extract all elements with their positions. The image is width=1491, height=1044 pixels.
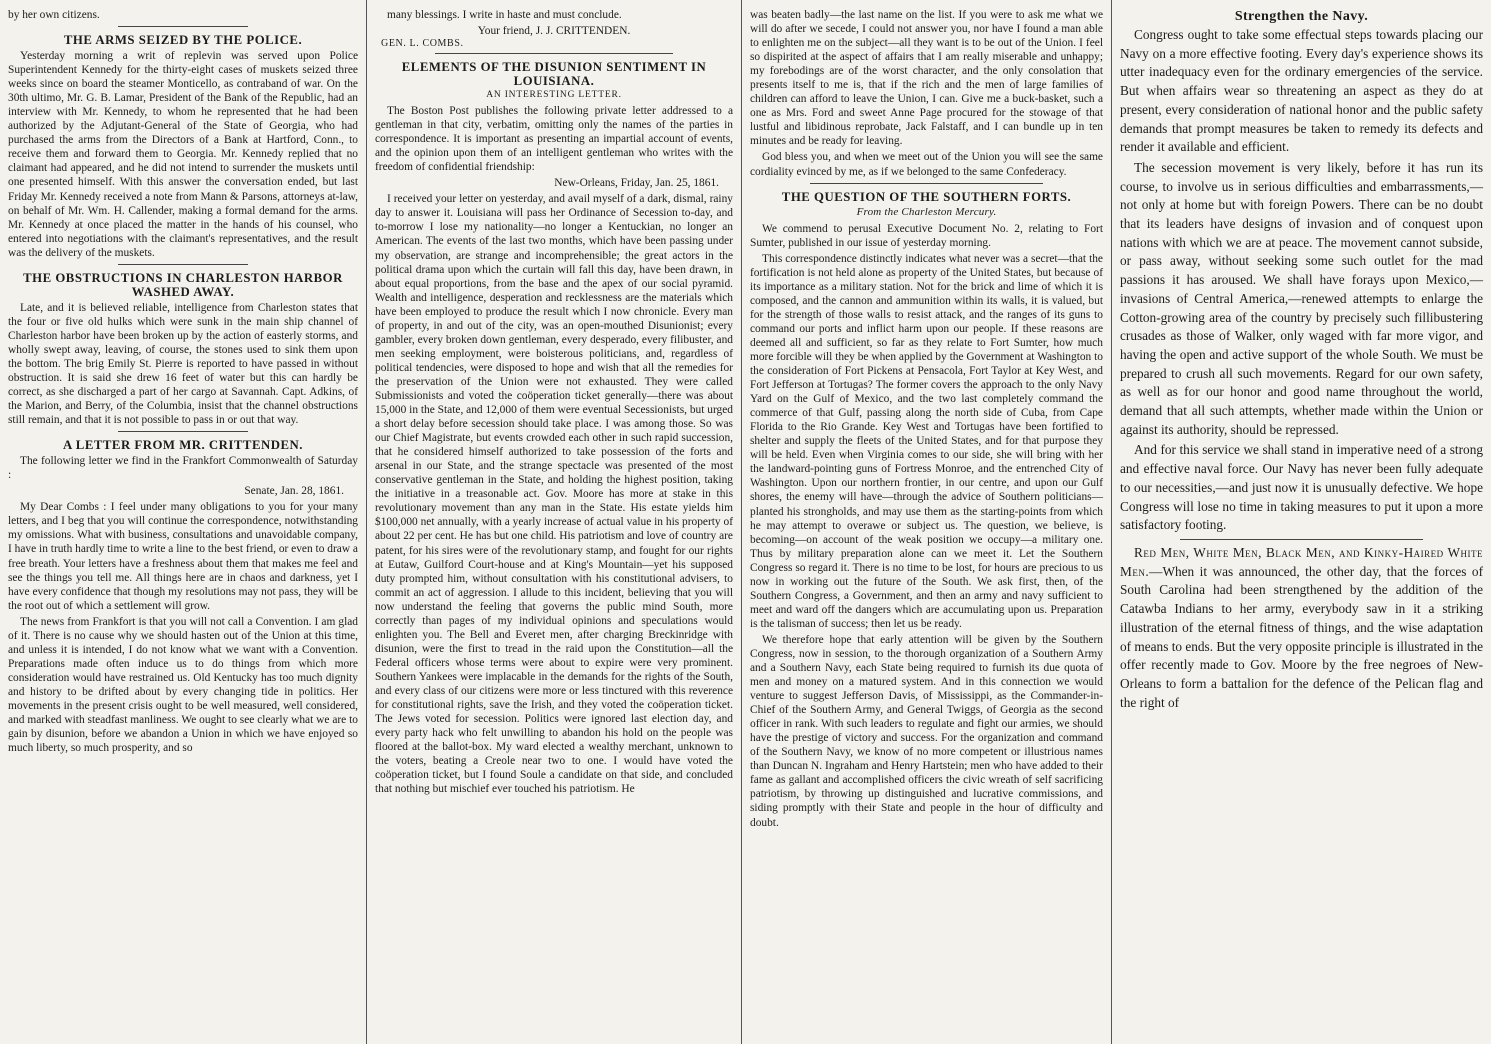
column-4 [1111, 0, 1491, 1044]
article-forts-paragraph-3: We therefore hope that early attention will be given by the Southern Congress, now in session, to the thorough organization of a Southern Army and a Southern Navy, each State being required to furnish its due quota of men and money on a matured system. And in this connection we would venture to suggest Jefferson Davis, of Mississippi, as the Commander-in-Chief of the Southern Army, and General Twiggs, of Georgia as the second officer in rank. With such leaders to regulate and fight our armies, we should have the prestige of victory and success. For the organization and command of the Southern Navy, we know of no more competent or illustrious names than Duncan N. Ingraham and Henry Hartstein; men who have added to their fame as gallant and accomplished officers the civic wreath of self sacrificing patriotism, by throwing up distinguished and lucrative commissions, and siding promptly with their State and people in the hour of difficulty and doubt. [750, 633, 1103, 829]
article-navy-paragraph-2: The secession movement is very likely, before it has run its course, to involve us in serious difficulties and embarrassments,—not only at home but with foreign Powers. There can be no doubt that its leaders have designs of invasion and of conquest upon nations with which we are at peace. The movement cannot subside, or pass away, without seeking some such outlet for the mad passions it has aroused. We shall have forays upon Mexico,—invasions of Central America,—renewed attempts to enlarge the Cotton-growing area of the country by precisely such fillibustering crusades as those of Walker, only waged with far more vigor, and having the open and active support of the whole South. We must be prepared to crush all such movements. Regard for our own safety, as well as for our honor and good name throughout the world, demand that all such attempts, whether made within the Union or against its authority, should be repressed. [1120, 159, 1483, 437]
letter-paragraph-1: My Dear Combs : I feel under many obligations to you for your many letters, and I beg that you will continue the correspondence, notwithstanding my omissions. What with business, consultations and unavoidable company, I have in truth hardly time to write a line to the best friend, or even to draw a free breath. Your letters have a freshness about them that makes me feel and see the things you tell me. All things here are in chaos and darkness, yet I have every confidence that though my resolutions may not pass, they will be the root out of which a settlement will grow. [8, 501, 358, 612]
divider [435, 53, 673, 54]
column-3 [741, 0, 1111, 1044]
letter-dateline: Senate, Jan. 28, 1861. [244, 485, 344, 498]
article-forts-paragraph-1: We commend to perusal Executive Document No. 2, relating to Fort Sumter, published in our issue of yesterday morning. [750, 222, 1103, 249]
article-disunion-closing: God bless you, and when we meet out of the Union you will see the same cordiality evinced by me, as if we belonged to the same Confederacy. [750, 151, 1103, 178]
headline-strengthen-navy: Strengthen the Navy. [1234, 9, 1369, 24]
article-arms-seized: Yesterday morning a writ of replevin was served upon Police Superintendent Kennedy for the thirty-eight cases of muskets seized three weeks since on board the steamer Monticello, as contraband of war. On the 30th ultimo, Mr. G. B. Lamar, President of the Bank of the Republic, had an interview with Mr. Kennedy, to whom he represented that he had been authorized by the Adjutant-General of the State of Georgia, who had purchased the arms from the Directors of a Bank at Hartford, Conn., to receive them and forward them to Georgia. Mr. Kennedy replied that no claimant had appeared, and he did not intend to surrender the muskets until one presented himself. With this answer the conversation ended, but last Friday Mr. Kennedy received a note from Mann & Parsons, attorneys at-law, on behalf of Mr. Wm. H. Callender, making a formal demand for the arms. Mr. Kennedy at once placed the matter in the hands of his counsel, who entered into negotiations with the claimant's representatives, and the result was the delivery of the muskets. [8, 50, 358, 259]
subheadline-interesting-letter: AN INTERESTING LETTER. [486, 90, 622, 101]
article-red-men [1120, 544, 1483, 712]
letter-paragraph-2: The news from Frankfort is that you will not call a Convention. I am glad of it. There is no cause why we should hasten out of the Union at this time, and unless it is intended, I do not know what we want with a Convention. Preparations made often induce us to do things from which more consideration would have restrained us. Old Kentucky has too much dignity and history to be drifted about by every changing tide in politics. Her movements in the present crisis ought to be well measured, well considered, and marked with steadfast manliness. We ought to see clearly what we are to gain by disunion, before we abandon a Union in which we have enjoyed so much liberty, so much prosperity, and so [8, 615, 358, 755]
letter-signature: Your friend, J. J. CRITTENDEN. [477, 25, 631, 38]
subheadline-charleston-mercury: From the Charleston Mercury. [856, 205, 997, 218]
article-disunion-body: I received your letter on yesterday, and avail myself of a dark, dismal, rainy day to answer it. Louisiana will pass her Ordinance of Secession to-day, and to-morrow I lose my nationality—no longer a Kentuckian, no longer an American. The events of the last two months, which have been passing under my observation, are strange and incomprehensible; the great actors in the political drama upon which the curtain will fall this day, have been drawn, in about equal proportions, from the base and the apex of our social pyramid. Wealth and intelligence, desperation and recklessness are the materials which have been employed to produce the result which I now chronicle. Every man of property, in and out of the city, was an open-mouthed Disunionist; every gambler, every broken down gentleman, every desperado, every filibuster, and men seeking employment, were boisterous politicians, and, regardless of political tendencies, were disposed to hope and wish that all the remedies for the preservation of the Union were not exhausted. They were called Submissionists and voted the coöperation ticket generally—there was about 15,000 in the State, and 12,000 of them were eventual Secessionists, but urged a short delay before secession should take place. I was among those. So was our Chief Magistrate, but events crowded each other in such rapid succession, that he considered himself authorized to take possession of the forts and arsenal in our State, and the strange spectacle was presented of the most conservative gentleman in the State, and holding the highest position, taking the initiative in a treasonable act. Gov. Moore has more at stake in this revolutionary movement than any man in the State. His estate yields him $100,000 net annually, with a yearly increase of actual value in his property of about 22 per cent. He has but one child. His patriotism and love of country are patent, for his sires were of the revolutionary stamp, and fought for our rights at Eutaw, Guilford Court-house and at King's Mountain—yet his supposed duty prompted him, without consultation with his constitutional advisers, to commit an act of aggression. I allude to this incident, believing that you will now understand the feeling that governs the public mind South, more correctly than pages of my individual opinions and speculations would enlighten you. The Bell and Everet men, after charging Breckinridge with disunion, were the first to tread in the raid upon the Constitution—all the Federal officers whose terms were about to expire were very prominent. Southern Yankees were implacable in the demands for the rights of the South, and every class of our citizens were more or less tinctured with this reverence for constitutional rights, save the Irish, and they voted the coöperation ticket. The Jews voted for secession. Politics were ignored last election day, and every party hack who felt unwilling to abandon his hold on the people was floored at the ballot-box. My ward elected a wealthy merchant, unknown to the voters, beating a Creole near two to one. I would have voted the coöperation ticket, but I found Soule a candidate on that side, and concluded that nothing but mischief ever touched his patriotism. He [375, 193, 733, 796]
headline-arms-seized: THE ARMS SEIZED BY THE POLICE. [63, 33, 303, 48]
headline-disunion-louisiana: ELEMENTS OF THE DISUNION SENTIMENT IN LOUISIANA. [401, 60, 707, 89]
lead-in-text: by her own citizens. [8, 9, 100, 21]
divider [118, 431, 248, 432]
article-forts-paragraph-2: This correspondence distinctly indicates what never was a secret—that the fortification is not held alone as property of the United States, but because of its importance as a military station. Not for the brick and lime of which it is composed, and the cannon and ammunition within its walls, it is valued, but for the strength of those walls to resist attack, and the ranges of its guns to command our ports and inflict harm upon our people. If these reasons are deemed all and sufficient, so far as they relate to Fort Sumter, how much more forcible will they be when applied by the Government at Washington to the consideration of Fort Pickens at Pensacola, Fort Taylor at Key West, and Fort Jefferson at Tortugas? The former covers the approach to the only Navy Yard on the Gulf of Mexico, and the two last completely command the commerce of that Gulf, passing along the north side of Cuba, from Cape Florida to the Rio Grande. Key West and Tortugas have been fortified to shelter and supply the fleets of the United States, and for that purpose they will be held. Even when Virginia comes to our side, she will bring with her the landward-pointing guns of Fortress Monroe, and the entrenched City of Washington. Upon our northern frontier, in our centre, and upon our Gulf shores, the enemy will have—through the advice of Southern politicians—planted his strongholds, and may use them as the starting-points from which he may attempt to overawe or subject us. The question, we believe, is becoming—on account of the weak position we occupy—a military one. Thus by military preparation alone can we meet it. Let the Southern Congress so regard it. There is no time to be lost, for hours are precious to us now in working out the future of the South. We ask first, then, of the Southern Congress, a Government, and then an army and navy sufficient to meet and ward off the dangers which are accumulating upon us. Preparation is the talisman of success; then let us be ready. [750, 252, 1103, 630]
divider [118, 26, 248, 27]
headline-obstructions: THE OBSTRUCTIONS IN CHARLESTON HARBOR WASHED AWAY. [23, 270, 343, 299]
article-red-men-lead: Red Men, White Men, Black Men, and Kinky-Haired White Men. [1120, 544, 1483, 579]
column-1 [0, 0, 366, 1044]
column-2 [366, 0, 741, 1044]
article-disunion-dateline: New-Orleans, Friday, Jan. 25, 1861. [554, 177, 719, 190]
article-disunion-intro: The Boston Post publishes the following private letter addressed to a gentleman in that city, verbatim, omitting only the names of the parties in correspondence. It is important as presenting an impartial account of events, and the opinion upon them of an intelligent gentleman who writes with the freedom of confidential friendship: [375, 105, 733, 174]
letter-addressee: GEN. L. COMBS. [381, 38, 464, 50]
headline-crittenden-letter: A LETTER FROM MR. CRITTENDEN. [63, 438, 303, 453]
article-obstructions: Late, and it is believed reliable, intelligence from Charleston states that the four or five old hulks which were sunk in the main ship channel of Charleston harbor have been broken up by the action of easterly storms, and wholly swept away, leaving, of course, the stones used to sink them upon the bottom. The brig Emily St. Pierre is reported to have passed in without obstruction. It is said she drew 16 feet of water but this can hardly be correct, as she discharged a part of her cargo at Savannah. Capt. Adkins, of the Marion, and Berry, of the Columbia, insist that the channel obstructions still remain, and that it is not possible to pass in or out that way. [8, 301, 358, 427]
article-navy-paragraph-3: And for this service we shall stand in imperative need of a strong and effective naval force. Our Navy has never been fully adequate to our necessities,—and just now it is unusually defective. We hope Congress will lose no time in taking measures to put it upon a more satisfactory footing. [1120, 442, 1483, 533]
divider [810, 183, 1043, 184]
headline-southern-forts: THE QUESTION OF THE SOUTHERN FORTS. [781, 189, 1072, 204]
article-red-men-body: —When it was announced, the other day, that the forces of South Carolina had been strengthened by the addition of the Catawba Indians to her army, everybody saw in it a striking illustration of the eternal fitness of things, and the wise adaptation of means to ends. But the very opposite principle is illustrated in the offer recently made to Gov. Moore by the free negroes of New-Orleans to form a battalion for the defence of the Pelican flag and the right of [1120, 563, 1484, 710]
letter-intro: The following letter we find in the Frankfort Commonwealth of Saturday : [8, 455, 358, 482]
letter-continuation: many blessings. I write in haste and must conclude. [387, 9, 622, 21]
article-disunion-continuation: was beaten badly—the last name on the list. If you were to ask me what we will do after we secede, I could not answer you, nor have I found a man able to enlighten me on the subject—all they want is to be out of the Union. I feel so dispirited at the aspect of affairs that I am really miserable and unhappy; my forebodings are of the worst character, and the only consolation that presents itself to me is, that if the rich and the men of large families of children can afford to leave the Union, I can. Give me a buck-basket, such a one as Mrs. Ford and sweet Anne Page procured for the stowage of that lustful and libidinous reprobate, Jack Falstaff, and I can bundle up in ten minutes and be ready for leaving. [750, 9, 1103, 148]
divider [1180, 539, 1423, 540]
divider [118, 264, 248, 265]
article-navy-paragraph-1: Congress ought to take some effectual steps towards placing our Navy on a more effective footing. Every day's experience shows its utter inadequacy even for the ordinary emergencies of the service. But when affairs wear so threatening an aspect as they do at present, every consideration of national honor and the public safety demands that prompt measures be taken to remedy its defects and render it available and efficient. [1120, 27, 1483, 155]
